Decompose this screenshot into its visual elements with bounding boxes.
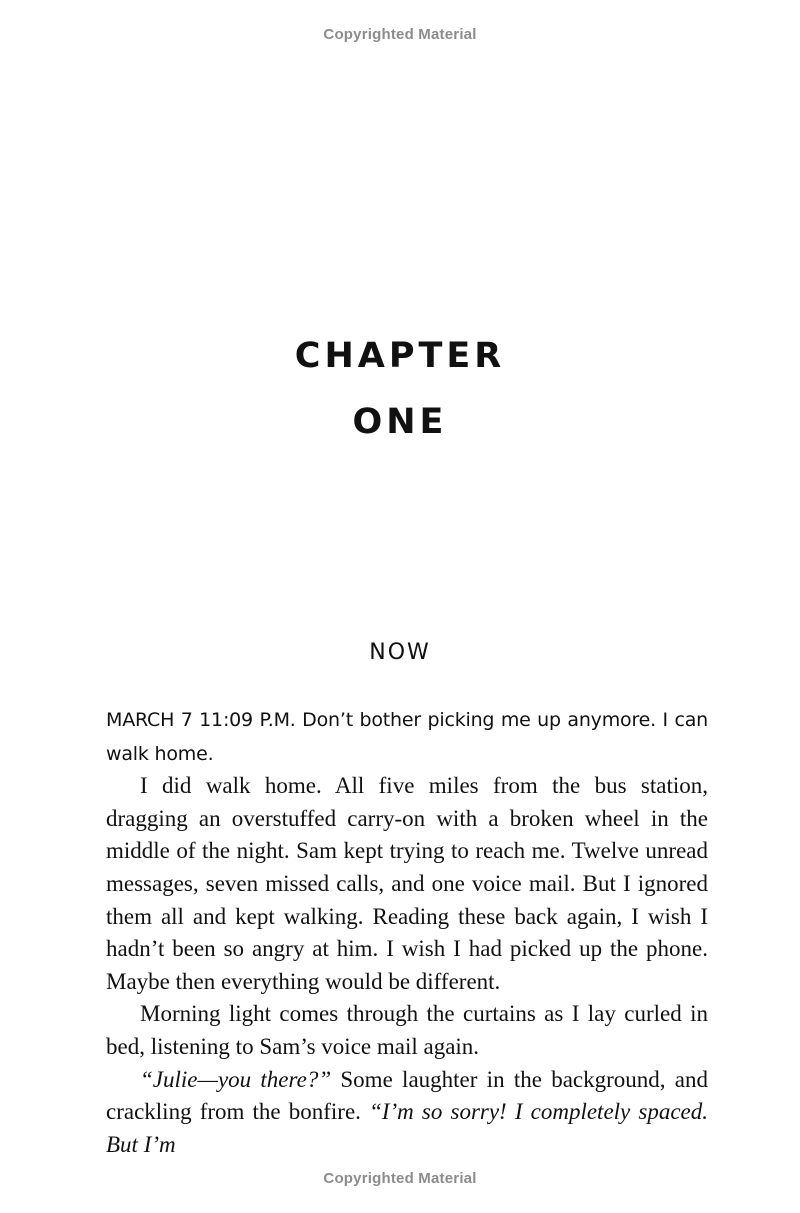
quote-italic-2: “I’m so sorry! I completely spaced. But I’m bbox=[106, 1099, 708, 1157]
paragraph-3-text: Some laughter in the background, and crackling from the bonfire. bbox=[106, 1066, 709, 1125]
message-heading bbox=[106, 703, 708, 770]
chapter-title-line-2: ONE bbox=[352, 402, 448, 442]
copyright-header: Copyrighted Material bbox=[323, 26, 477, 43]
paragraph-1: I did walk home. All five miles from the bus station, dragging an overstuffed carry-on with a broken wheel in the middle of the night. Sam kept trying to reach me. Twelve unread messages, seven missed calls, and one voice mail. But I ignored them all and kept walking. Reading these back again, I wish I hadn’t been so angry at him. I wish I had picked up the phone. Maybe then everything would be different. bbox=[106, 773, 708, 994]
copyright-footer: Copyrighted Material bbox=[323, 1170, 477, 1187]
section-label: NOW bbox=[369, 640, 431, 665]
body-text bbox=[106, 703, 708, 1161]
message-heading-text: MARCH 7 11:09 P.M. Don’t bother picking me up anymore. I can walk home. bbox=[106, 709, 708, 765]
chapter-title-line-1: CHAPTER bbox=[294, 336, 506, 376]
paragraph-2: Morning light comes through the curtains as I lay curled in bed, listening to Sam’s voice mail again. bbox=[106, 1001, 708, 1059]
paragraph-3 bbox=[106, 1064, 708, 1162]
quote-italic-1: “Julie—you there?” bbox=[140, 1066, 332, 1092]
